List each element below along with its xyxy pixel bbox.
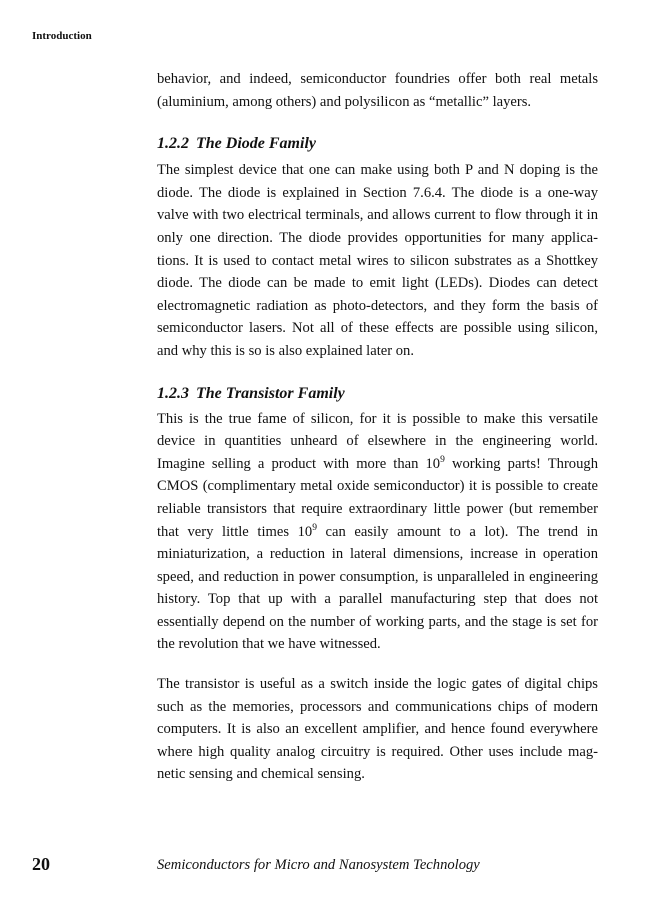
diode-paragraph: The simplest device that one can make using both P and N doping is the diode. The diode is explained in Section 7.6.4. The diode is a one-way valve with two electrical terminals, and allows current to flow through it in only one direction. The diode provides opportunities for many applications. It is used to contact metal wires to silicon substrates as a Shottkey diode. The diode can be made to emit light (LEDs). Diodes can detect electromagnetic radiation as photo-detectors, and they form the basis of semiconductor lasers. Not all of these effects are possible using silicon, and why this is so is also explained later on. xyxy=(157,162,598,359)
text-run: working parts! Through CMOS (complimentary metal oxide semiconductor) it is possible to create reliable transistors that require extraordinary little power (but remember that very little times xyxy=(157,455,598,540)
section-number: 1.2.3 xyxy=(157,384,189,402)
body-column xyxy=(157,68,598,786)
power-exponent: 9 xyxy=(440,454,445,465)
section-heading-transistor-family xyxy=(157,383,598,405)
text-run: can easily amount to a lot). The trend in miniaturization, a reduction in lateral dimensions, increase in operation speed, and reduction in power consumption, is unparalleled in engineering history. Top that up with a parallel manufacturing step that does not essentially depend on the number of working parts, and the stage is set for the revolution that we have witnessed. xyxy=(157,523,598,653)
power-base: 10 xyxy=(297,523,313,540)
running-head: Introduction xyxy=(32,30,92,42)
book-title: Semiconductors for Micro and Nanosystem Technology xyxy=(157,857,480,873)
transistor-paragraph-2: The transistor is useful as a switch inside the logic gates of digital chips such as the memories, processors and communications chips of modern computers. It is also an excellent amplifier, and hence found everywhere where high quality analog circuitry is required. Other uses include magnetic sensing and chemical sensing. xyxy=(157,676,598,783)
text-run: This is the true fame of silicon, for it is possible to make this versatile device in quantities unheard of elsewhere in the engineering world. Imagine selling a product with more than xyxy=(157,410,598,472)
power-exponent: 9 xyxy=(312,522,317,533)
section-heading-diode-family xyxy=(157,133,598,155)
page-number: 20 xyxy=(32,854,50,874)
section-title: The Diode Family xyxy=(196,135,316,153)
intro-paragraph: behavior, and indeed, semiconductor foundries offer both real metals (aluminium, among others) and polysilicon as “metallic” layers. xyxy=(157,71,598,110)
transistor-paragraph-1 xyxy=(157,408,598,657)
power-base: 10 xyxy=(425,455,441,472)
section-number: 1.2.2 xyxy=(157,135,189,153)
section-title: The Transistor Family xyxy=(196,384,345,402)
